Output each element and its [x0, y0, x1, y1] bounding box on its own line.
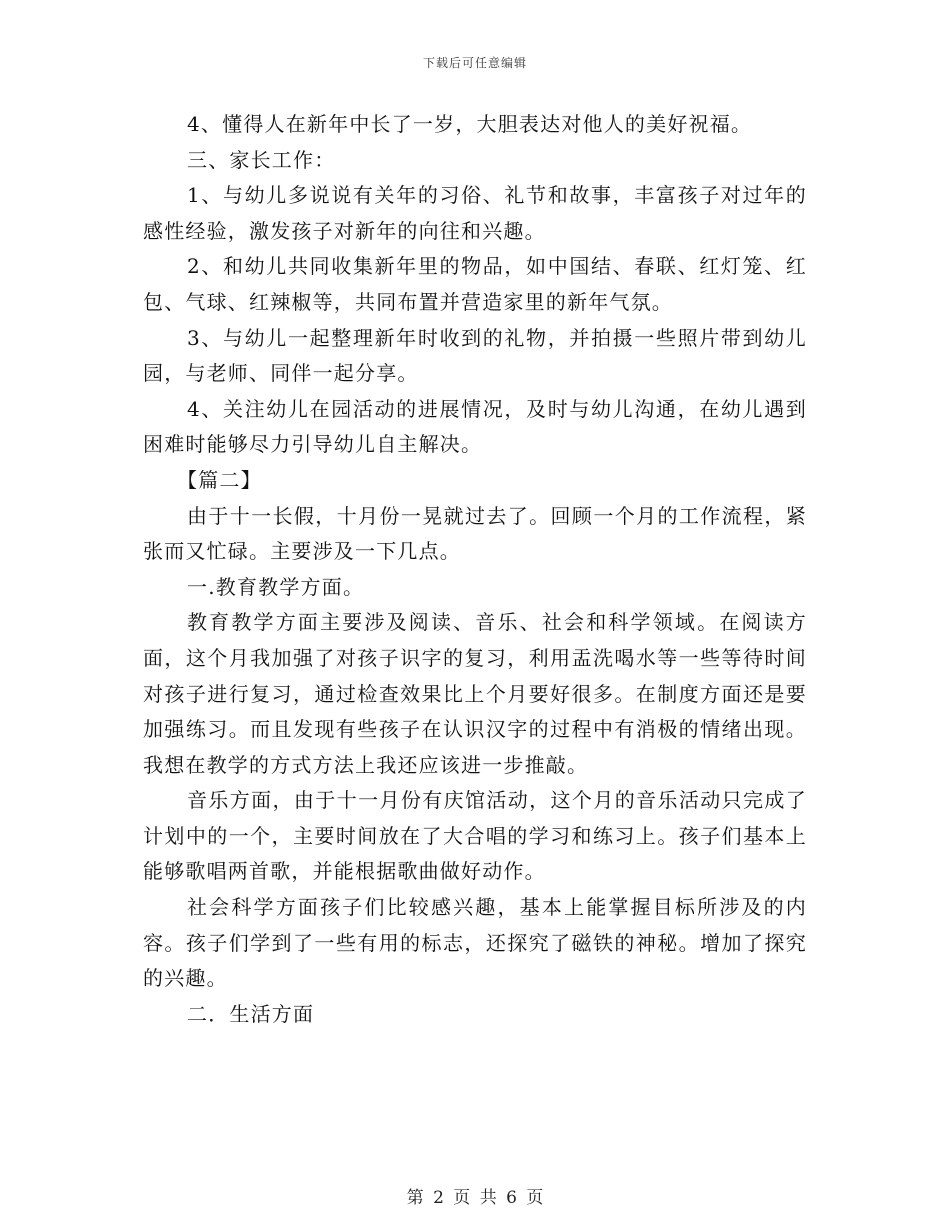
- section-heading: 一.教育教学方面。: [187, 574, 365, 599]
- paragraph: 社会科学方面孩子们比较感兴趣，基本上能掌握目标所涉及的内容。孩子们学到了一些有用的标志，还探究了磁铁的神秘。增加了探究的兴趣。: [143, 895, 807, 991]
- paragraph: 由于十一长假，十月份一晃就过去了。回顾一个月的工作流程，紧张而又忙碌。主要涉及一下几点。: [143, 503, 807, 564]
- paragraph: 1、与幼儿多说说有关年的习俗、礼节和故事，丰富孩子对过年的感性经验，激发孩子对新年的向往和兴趣。: [143, 183, 807, 243]
- section-heading: 三、家长工作：: [187, 147, 336, 172]
- page-header: 下载后可任意编辑: [422, 56, 527, 70]
- paragraph: 3、与幼儿一起整理新年时收到的礼物，并拍摄一些照片带到幼儿园，与老师、同伴一起分享。: [143, 325, 807, 386]
- paragraph: 教育教学方面主要涉及阅读、音乐、社会和科学领域。在阅读方面，这个月我加强了对孩子识字的复习，利用盂洗喝水等一些等待时间对孩子进行复习，通过检查效果比上个月要好很多。在制度方面还是要加强练习。而且发现有些孩子在认识汉字的过程中有消极的情绪出现。我想在教学的方式方法上我还应该进一步推敲。: [143, 610, 807, 777]
- paragraph: 4、关注幼儿在园活动的进展情况，及时与幼儿沟通，在幼儿遇到困难时能够尽力引导幼儿自主解决。: [143, 396, 807, 457]
- page-footer: 第 2 页 共 6 页: [406, 1188, 544, 1208]
- document-body: [143, 107, 807, 1032]
- paragraph: 音乐方面，由于十一月份有庆馆活动，这个月的音乐活动只完成了计划中的一个，主要时间放在了大合唱的学习和练习上。孩子们基本上能够歌唱两首歌，并能根据歌曲做好动作。: [143, 788, 807, 884]
- section-heading: 【篇二】: [177, 467, 262, 492]
- paragraph: 4、懂得人在新年中长了一岁，大胆表达对他人的美好祝福。: [187, 112, 753, 136]
- paragraph: 2、和幼儿共同收集新年里的物品，如中国结、春联、红灯笼、红包、气球、红辣椒等，共同布置并营造家里的新年气氛。: [143, 254, 807, 314]
- section-heading: 二．生活方面: [187, 1001, 315, 1026]
